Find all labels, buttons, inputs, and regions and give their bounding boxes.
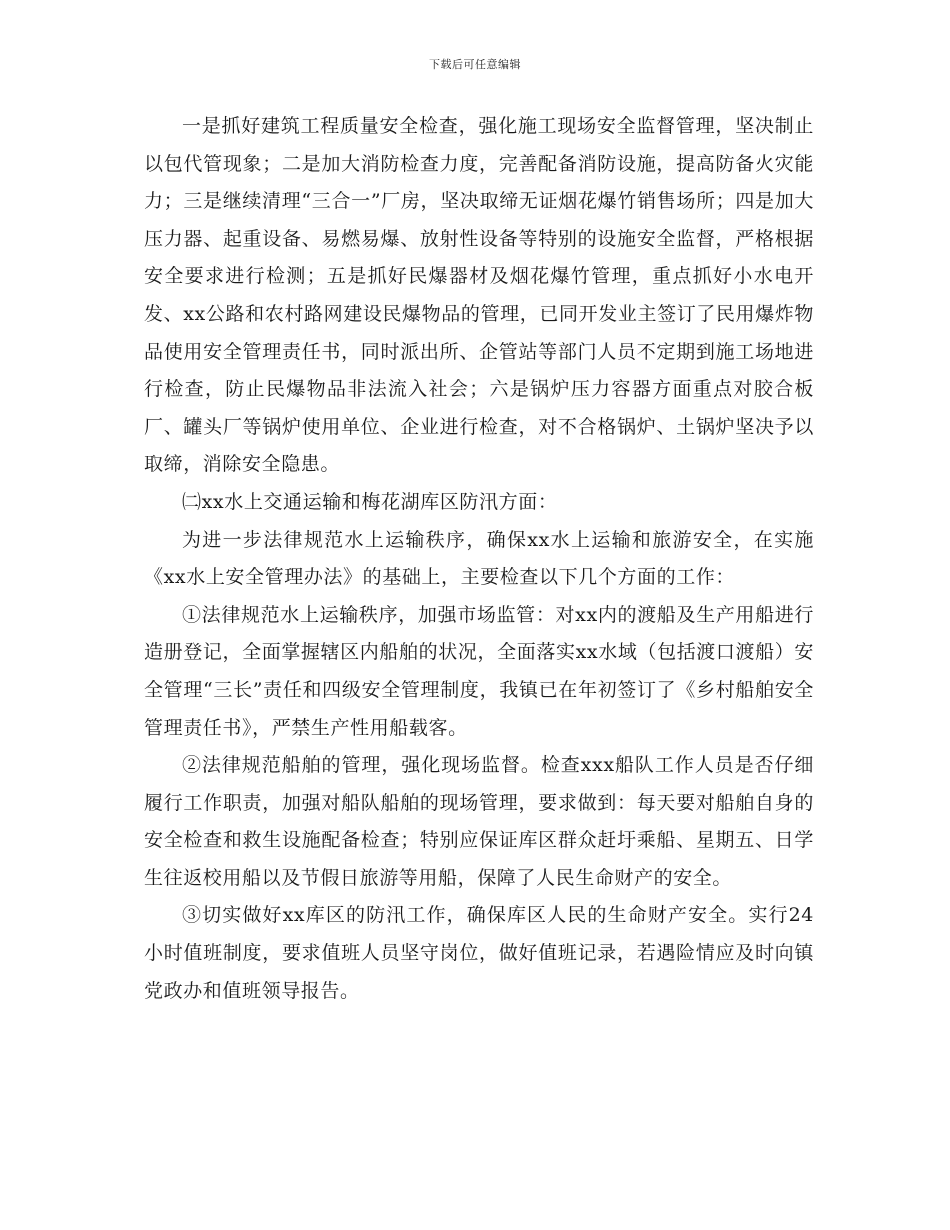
paragraph-water-transport-intro: 为进一步法律规范水上运输秩序，确保xx水上运输和旅游安全，在实施《xx水上安全管理办法》的基础上，主要检查以下几个方面的工作： [144, 528, 814, 589]
paragraph-safety-inspection: 一是抓好建筑工程质量安全检查，强化施工现场安全监督管理，坚决制止以包代管现象；二是加大消防检查力度，完善配备消防设施，提高防备火灾能力；三是继续清理“三合一”厂房，坚决取缔无证烟花爆竹销售场所；四是加大压力器、起重设备、易燃易爆、放射性设备等特别的设施安全监督，严格根据安全要求进行检测；五是抓好民爆器材及烟花爆竹管理，重点抓好小水电开发、xx公路和农村路网建设民爆物品的管理，已同开发业主签订了民用爆炸物品使用安全管理责任书，同时派出所、企管站等部门人员不定期到施工场地进行检查，防止民爆物品非法流入社会；六是锅炉压力容器方面重点对胶合板厂、罐头厂等锅炉使用单位、企业进行检查，对不合格锅炉、土锅炉坚决予以取缔，消除安全隐患。 [144, 115, 814, 476]
paragraph-item-1-market-supervision: ①法律规范水上运输秩序，加强市场监管：对xx内的渡船及生产用船进行造册登记，全面掌握辖区内船舶的状况，全面落实xx水域（包括渡口渡船）安全管理“三长”责任和四级安全管理制度，我镇已在年初签订了《乡村船舶安全管理责任书》，严禁生产性用船载客。 [144, 603, 814, 739]
paragraph-item-3-flood-control: ③切实做好xx库区的防汛工作，确保库区人民的生命财产安全。实行24小时值班制度，要求值班人员坚守岗位，做好值班记录，若遇险情应及时向镇党政办和值班领导报告。 [144, 904, 814, 1002]
page-header: 下载后可任意编辑 [429, 58, 521, 71]
section-heading-water-transport: ㈡xx水上交通运输和梅花湖库区防汛方面： [182, 490, 558, 513]
document-body [144, 108, 814, 1010]
paragraph-item-2-ship-management: ②法律规范船舶的管理，强化现场监督。检查xxx船队工作人员是否仔细履行工作职责，加强对船队船舶的现场管理，要求做到：每天要对船舶自身的安全检查和救生设施配备检查；特别应保证库区群众赶圩乘船、星期五、日学生往返校用船以及节假日旅游等用船，保障了人民生命财产的安全。 [144, 754, 814, 889]
